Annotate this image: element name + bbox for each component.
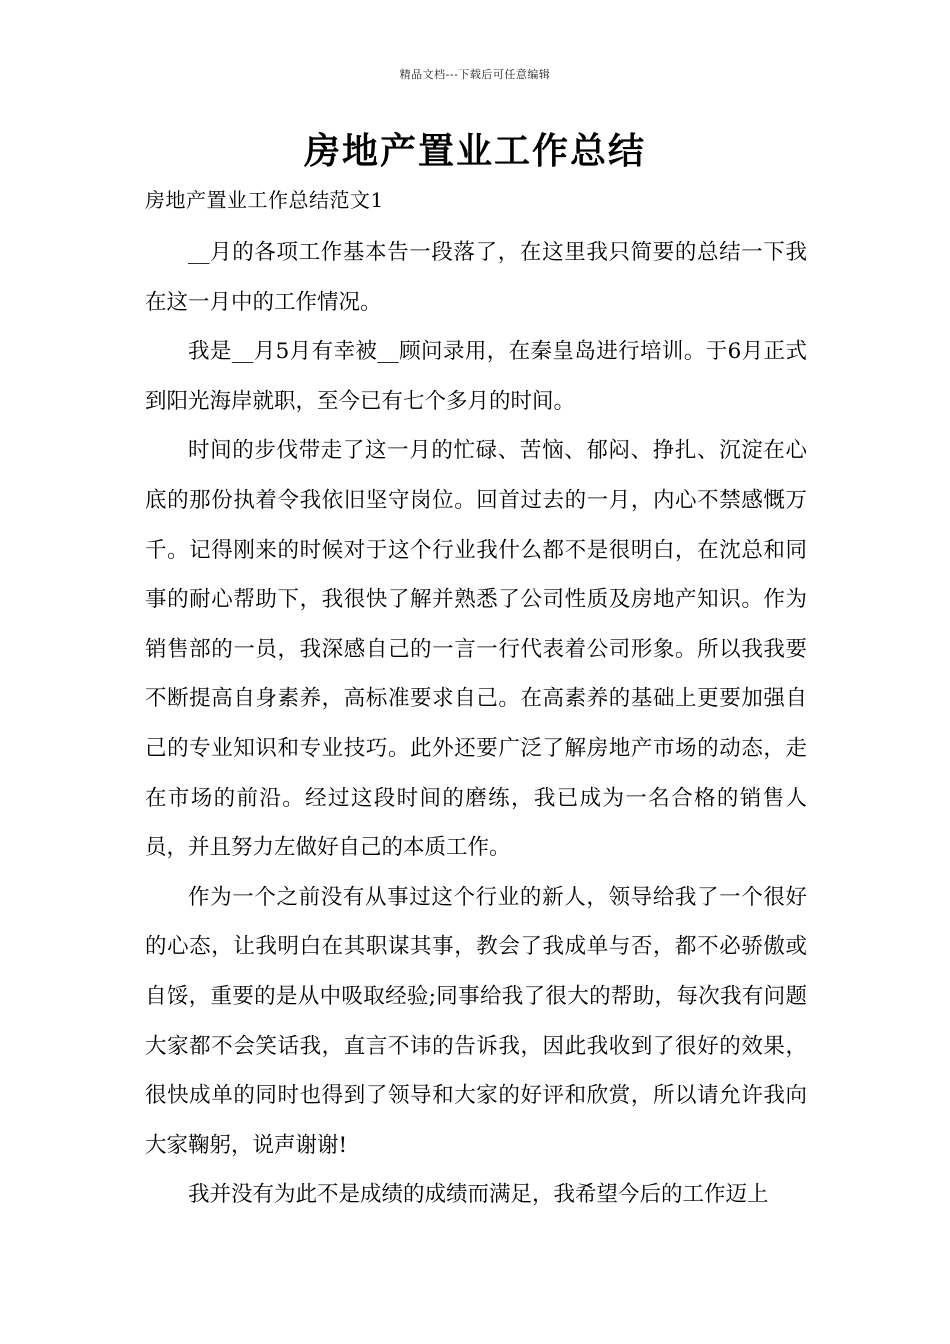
paragraph: 时间的步伐带走了这一月的忙碌、苦恼、郁闷、挣扎、沉淀在心底的那份执着令我依旧坚守岗位。回首过去的一月，内心不禁感慨万千。记得刚来的时候对于这个行业我什么都不是很明白，在沈总和同事的耐心帮助下，我很快了解并熟悉了公司性质及房地产知识。作为销售部的一员，我深感自己的一言一行代表着公司形象。所以我我要不断提高自身素养，高标准要求自己。在高素养的基础上更要加强自己的专业知识和专业技巧。此外还要广泛了解房地产市场的动态，走在市场的前沿。经过这段时间的磨练，我已成为一名合格的销售人员，并且努力左做好自己的本质工作。 [145,438,807,861]
paragraph: __月的各项工作基本告一段落了，在这里我只简要的总结一下我在这一月中的工作情况。 [145,240,807,315]
document-body [145,228,807,1220]
paragraph: 我并没有为此不是成绩的成绩而满足，我希望今后的工作迈上 [188,1182,769,1208]
paragraph: 我是__月5月有幸被__顾问录用，在秦皇岛进行培训。于6月正式到阳光海岸就职，至今已有七个多月的时间。 [145,339,807,414]
paragraph: 作为一个之前没有从事过这个行业的新人，领导给我了一个很好的心态，让我明白在其职谋其事，教会了我成单与否，都不必骄傲或自馁，重要的是从中吸取经验;同事给我了很大的帮助，每次我有问题大家都不会笑话我，直言不讳的告诉我，因此我收到了很好的效果，很快成单的同时也得到了领导和大家的好评和欣赏，所以请允许我向大家鞠躬，说声谢谢! [145,884,807,1158]
document-title: 房地产置业工作总结 [303,131,646,172]
document-subtitle: 房地产置业工作总结范文1 [145,188,384,212]
header-note: 精品文档---下载后可任意编辑 [399,68,551,81]
